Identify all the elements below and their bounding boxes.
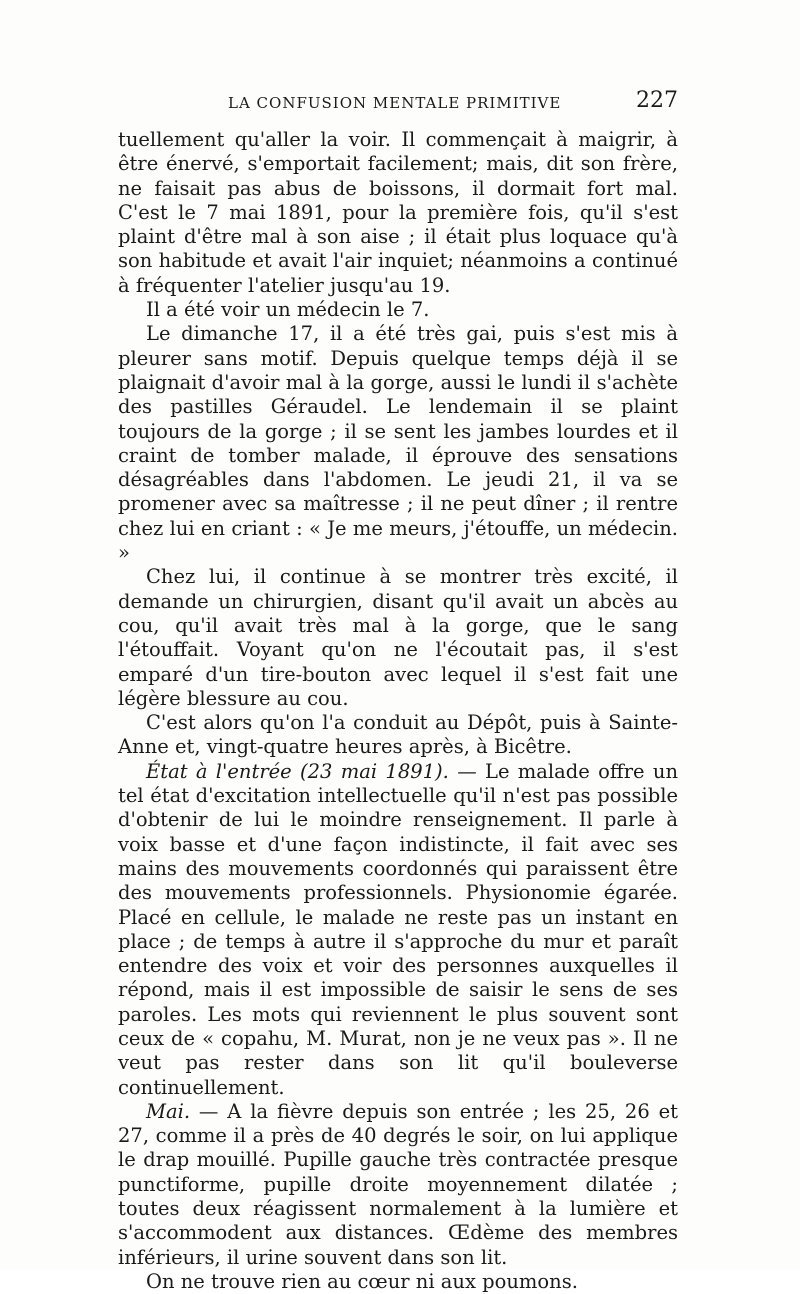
running-title: LA CONFUSION MENTALE PRIMITIVE xyxy=(228,94,562,112)
paragraph-text: C'est alors qu'on l'a conduit au Dépôt, puis à Sainte-Anne et, vingt-quatre heures après, à Bicêtre. xyxy=(118,711,678,759)
paragraph-text: tuellement qu'aller la voir. Il commençait à maigrir, à être énervé, s'emportait facilement; mais, dit son frère, ne faisait pas abus de boissons, il dormait fort mal. C'est le 7 mai 1891, pour la première fois, qu'il s'est plaint d'être mal à son aise ; il était plus loquace qu'à son habitude et avait l'air inquiet; néanmoins a continué à fréquenter l'atelier jusqu'au 19. xyxy=(118,128,678,297)
body-text xyxy=(118,128,678,1294)
paragraph-text: — Le malade offre un tel état d'excitation intellectuelle qu'il n'est pas possible d'obtenir de lui le moindre renseignement. Il parle à voix basse et d'une façon indistincte, il fait avec ses mains des mouvements coordonnés qui paraissent être des mouvements professionnels. Physionomie égarée. Placé en cellule, le malade ne reste pas un instant en place ; de temps à autre il s'approche du mur et paraît entendre des voix et voir des personnes auxquelles il répond, mais il est impossible de saisir le sens de ses paroles. Les mots qui reviennent le plus souvent sont ceux de « copahu, M. Murat, non je ne veux pas ». Il ne veut pas rester dans son lit qu'il bouleverse continuellement. xyxy=(118,759,679,1099)
paragraph-may xyxy=(118,1100,678,1270)
paragraph-sunday xyxy=(118,322,678,565)
paragraph-admission-state xyxy=(118,760,678,1100)
page-number: 227 xyxy=(636,88,678,113)
paragraph-transfer xyxy=(118,711,678,760)
paragraph-heart-lungs xyxy=(118,1270,678,1294)
paragraph-lead: Mai. xyxy=(146,1099,191,1123)
running-header xyxy=(118,90,678,120)
paragraph-text: On ne trouve rien au cœur ni aux poumons. xyxy=(146,1269,578,1293)
paragraph-continuation xyxy=(118,128,678,298)
paragraph-lead: État à l'entrée (23 mai 1891). xyxy=(146,759,449,783)
paragraph-text: — A la fièvre depuis son entrée ; les 25, 26 et 27, comme il a près de 40 degrés le soir, on lui applique le drap mouillé. Pupille gauche très contractée presque punctiforme, pupille droite moyennement dilatée ; toutes deux réagissent normalement à la lumière et s'accommodent aux distances. Œdème des membres inférieurs, il urine souvent dans son lit. xyxy=(118,1099,678,1269)
paragraph-at-home xyxy=(118,565,678,711)
paragraph-text: Le dimanche 17, il a été très gai, puis s'est mis à pleurer sans motif. Depuis quelque temps déjà il se plaignait d'avoir mal à la gorge, aussi le lundi il s'achète des pastilles Géraudel. Le lendemain il se plaint toujours de la gorge ; il se sent les jambes lourdes et il craint de tomber malade, il éprouve des sensations désagréables dans l'abdomen. Le jeudi 21, il va se promener avec sa maîtresse ; il ne peut dîner ; il rentre chez lui en criant : « Je me meurs, j'étouffe, un médecin. » xyxy=(118,322,678,565)
paragraph-text: Il a été voir un médecin le 7. xyxy=(146,298,430,322)
paragraph-doctor-visit xyxy=(118,298,678,322)
paragraph-text: Chez lui, il continue à se montrer très excité, il demande un chirurgien, disant qu'il avait un abcès au cou, qu'il avait très mal à la gorge, que le sang l'étouffait. Voyant qu'on ne l'écoutait pas, il s'est emparé d'un tire-bouton avec lequel il s'est fait une légère blessure au cou. xyxy=(118,565,678,710)
